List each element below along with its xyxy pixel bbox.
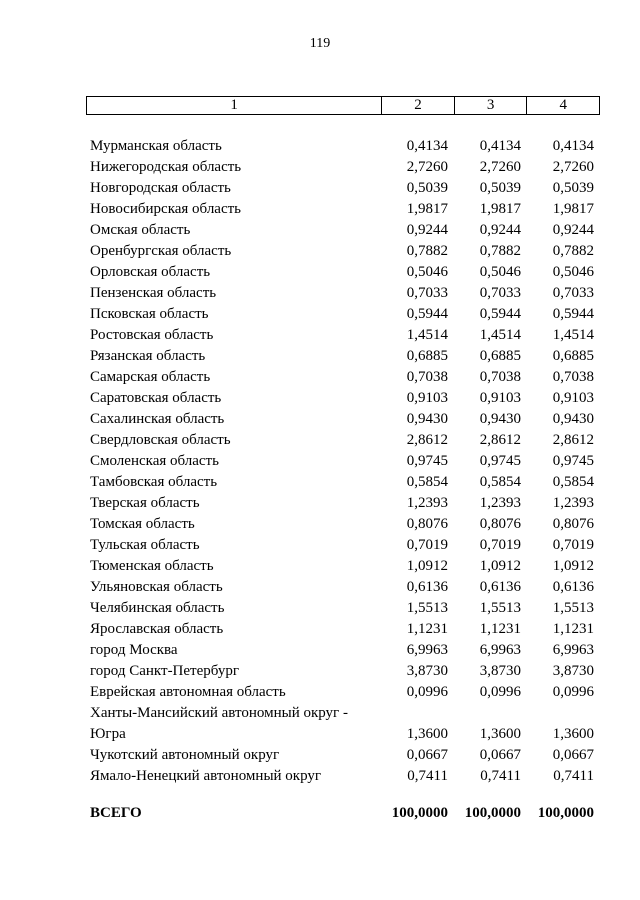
table-row [0,241,640,262]
table-row [0,388,640,409]
page-number: 119 [309,36,331,51]
table-row [0,577,640,598]
value-c2: 0,5944 [406,306,448,322]
value-c4: 0,5046 [552,264,594,280]
region-name: Ростовская область [90,327,214,343]
value-c4: 1,1231 [552,621,594,637]
table-row [0,262,640,283]
region-name: Еврейская автономная область [90,684,286,700]
value-c3: 0,9103 [479,390,521,406]
value-c2: 0,8076 [406,516,448,532]
value-c2: 0,9745 [406,453,448,469]
region-name: Новосибирская область [90,201,242,217]
value-c2: 0,9244 [406,222,448,238]
table-row [0,283,640,304]
region-name: Орловская область [90,264,211,280]
value-c4: 1,5513 [552,600,594,616]
table-row [0,430,640,451]
value-c2: 0,7019 [406,537,448,553]
value-c2: 0,5039 [406,180,448,196]
value-c4: 0,9745 [552,453,594,469]
column-header-1: 1 [87,97,382,115]
value-c3: 3,8730 [479,663,521,679]
region-name: Чукотский автономный округ [90,747,280,763]
region-name: Псковская область [90,306,209,322]
value-c3: 0,7038 [479,369,521,385]
value-c3: 0,6885 [479,348,521,364]
value-c4: 2,7260 [552,159,594,175]
value-c4: 0,5854 [552,474,594,490]
table-row [0,745,640,766]
value-c2: 1,4514 [406,327,448,343]
value-c4: 1,9817 [552,201,594,217]
value-c3: 1,1231 [479,621,521,637]
value-c3: 0,4134 [479,138,521,154]
value-c2: 0,7038 [406,369,448,385]
total-label: ВСЕГО [90,805,142,821]
region-name: Тюменская область [90,558,214,574]
value-c3: 0,5039 [479,180,521,196]
value-c2: 0,4134 [406,138,448,154]
table-row [0,178,640,199]
region-name: Ульяновская область [90,579,223,595]
value-c3: 0,7033 [479,285,521,301]
value-c3: 0,9430 [479,411,521,427]
value-c4: 0,9244 [552,222,594,238]
value-c4: 0,9103 [552,390,594,406]
value-c3: 0,8076 [479,516,521,532]
value-c4: 2,8612 [552,432,594,448]
value-c4: 0,0996 [552,684,594,700]
value-c2: 1,5513 [406,600,448,616]
region-name: Оренбургская область [90,243,232,259]
table-row [0,640,640,661]
table-row [0,136,640,157]
table-body [0,136,640,787]
table-row [0,598,640,619]
table-row [0,157,640,178]
value-c3: 0,7882 [479,243,521,259]
region-name: Тульская область [90,537,200,553]
value-c3: 2,7260 [479,159,521,175]
region-name: Саратовская область [90,390,222,406]
value-c2: 2,8612 [406,432,448,448]
value-c4: 0,5944 [552,306,594,322]
table-row [0,304,640,325]
table-row [0,661,640,682]
region-name: город Москва [90,642,178,658]
value-c3: 0,9745 [479,453,521,469]
value-c4: 3,8730 [552,663,594,679]
value-c3: 1,5513 [479,600,521,616]
value-c2: 2,7260 [406,159,448,175]
value-c4: 1,4514 [552,327,594,343]
value-c3: 0,7411 [480,768,521,784]
column-header-3: 3 [454,97,527,115]
value-c4: 0,6136 [552,579,594,595]
value-c2: 1,2393 [406,495,448,511]
value-c2: 0,0996 [406,684,448,700]
value-c3: 0,0996 [479,684,521,700]
region-name: Мурманская область [90,138,222,154]
total-value-col4: 100,0000 [537,805,594,821]
region-name: Омская область [90,222,191,238]
table-row [0,472,640,493]
value-c3: 0,5854 [479,474,521,490]
value-c3: 1,0912 [479,558,521,574]
region-name: Томская область [90,516,195,532]
table-row [0,346,640,367]
value-c4: 0,8076 [552,516,594,532]
value-c3: 0,0667 [479,747,521,763]
value-c2: 6,9963 [406,642,448,658]
region-name: Пензенская область [90,285,217,301]
value-c4: 0,6885 [552,348,594,364]
value-c3: 1,2393 [479,495,521,511]
value-c4: 0,7019 [552,537,594,553]
region-name: Ярославская область [90,621,224,637]
value-c3: 0,6136 [479,579,521,595]
value-c2: 0,0667 [406,747,448,763]
table-row [0,703,640,745]
value-c2: 0,5854 [406,474,448,490]
value-c3: 2,8612 [479,432,521,448]
value-c4: 1,3600 [552,726,594,742]
table-row [0,766,640,787]
region-name: Самарская область [90,369,211,385]
column-header-2: 2 [382,97,455,115]
value-c2: 0,6885 [406,348,448,364]
table-row [0,556,640,577]
region-name: Тамбовская область [90,474,218,490]
value-c2: 0,5046 [406,264,448,280]
table-row [0,514,640,535]
total-value-col3: 100,0000 [464,805,521,821]
value-c3: 1,3600 [479,726,521,742]
table-row [0,199,640,220]
value-c2: 0,7033 [406,285,448,301]
value-c2: 0,9103 [406,390,448,406]
value-c4: 1,2393 [552,495,594,511]
value-c2: 0,7882 [406,243,448,259]
table-row [0,535,640,556]
value-c3: 6,9963 [479,642,521,658]
value-c4: 0,5039 [552,180,594,196]
column-header-4: 4 [527,97,600,115]
region-name: Ямало-Ненецкий автономный округ [90,768,322,784]
region-name: Новгородская область [90,180,231,196]
region-name: Рязанская область [90,348,206,364]
region-name: Ханты-Мансийский автономный округ - Югра [90,705,348,742]
value-c3: 0,5944 [479,306,521,322]
value-c4: 0,7033 [552,285,594,301]
total-value-col2: 100,0000 [391,805,448,821]
table-row [0,493,640,514]
region-name: Сахалинская область [90,411,225,427]
value-c4: 0,0667 [552,747,594,763]
region-name: Тверская область [90,495,200,511]
table-row [0,682,640,703]
table-row [0,220,640,241]
value-c2: 1,3600 [406,726,448,742]
column-number-header [86,96,600,115]
value-c4: 6,9963 [552,642,594,658]
region-name: Смоленская область [90,453,219,469]
value-c2: 3,8730 [406,663,448,679]
table-row [0,619,640,640]
value-c3: 1,4514 [479,327,521,343]
value-c2: 0,6136 [406,579,448,595]
region-name: город Санкт-Петербург [90,663,239,679]
value-c4: 0,4134 [552,138,594,154]
value-c4: 0,7882 [552,243,594,259]
table-row [0,409,640,430]
value-c3: 0,7019 [479,537,521,553]
value-c2: 0,9430 [406,411,448,427]
table-row [0,325,640,346]
value-c2: 1,1231 [406,621,448,637]
value-c4: 0,7411 [553,768,594,784]
value-c4: 0,7038 [552,369,594,385]
table-row [0,367,640,388]
value-c3: 1,9817 [479,201,521,217]
value-c4: 1,0912 [552,558,594,574]
value-c3: 0,5046 [479,264,521,280]
region-name: Челябинская область [90,600,225,616]
value-c3: 0,9244 [479,222,521,238]
table-row [0,451,640,472]
value-c2: 0,7411 [407,768,448,784]
value-c2: 1,9817 [406,201,448,217]
total-row [0,803,640,824]
region-name: Свердловская область [90,432,231,448]
region-name: Нижегородская область [90,159,242,175]
value-c4: 0,9430 [552,411,594,427]
value-c2: 1,0912 [406,558,448,574]
